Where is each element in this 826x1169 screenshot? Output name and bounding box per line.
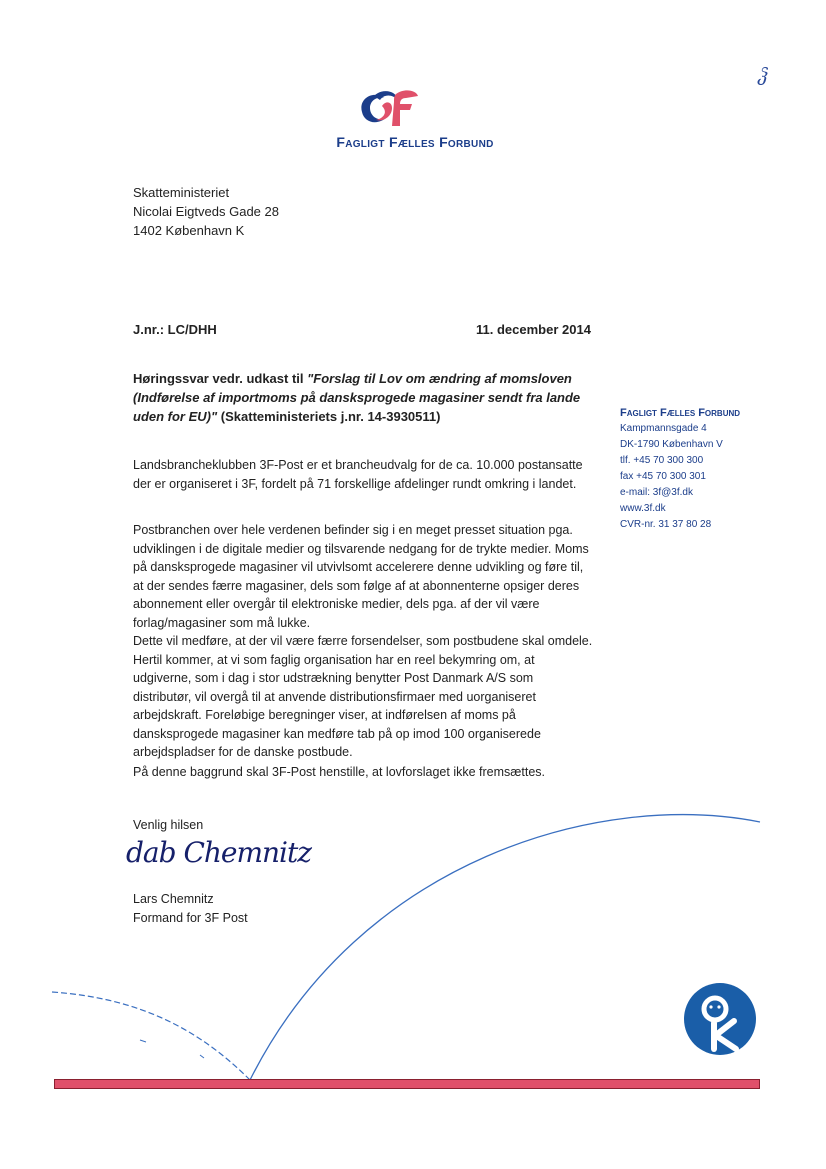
letter-date: 11. december 2014 <box>476 322 591 337</box>
3f-logo <box>356 86 420 130</box>
sender-cvr: CVR-nr. 31 37 80 28 <box>620 519 712 530</box>
ok-badge-icon <box>684 983 756 1055</box>
sender-contact-block <box>620 405 740 533</box>
closing-greeting: Venlig hilsen <box>133 818 204 832</box>
subject-prefix: Høringssvar vedr. udkast til <box>133 371 308 386</box>
body-paragraph: Postbranchen over hele verdenen befinder sig i en meget presset situation pga. udviklingen i de digitale medier og tilsvarende nedgang for de trykte medier. Moms på dansksprogede magasiner vil utvivlsomt accelerere denne udvikling og føre til, at der sendes færre magasiner, dels som følge af at abonnenterne opsiger deres abonnement eller overgår til elektroniske medier, dels pga. af der vil være forlag/magasiner som må lukke. <box>133 523 589 630</box>
signer-block <box>133 890 248 928</box>
body-paragraph: Dette vil medføre, at der vil være færre forsendelser, som postbudene skal omdele. Hertil kommer, at vi som faglig organisation har en reel bekymring om, at udgiverne, som i dag i stor udstrækning benytter Post Danmark A/S som distributør, vil overgå til at anvende distributionsfirmaer med uorganiseret arbejdskraft. Foreløbige beregninger viser, at indførelsen af moms på dansksprogede magasiner kan medføre tab på op imod 100 organiserede arbejdspladser for de danske postbude. <box>133 634 593 759</box>
subject-suffix: (Skatteministeriets j.nr. 14-3930511) <box>217 409 441 424</box>
organization-name: Fagligt Fælles Forbund <box>336 134 494 150</box>
footer-bar <box>54 1079 760 1089</box>
signer-name: Lars Chemnitz <box>133 892 214 906</box>
handwritten-signature: dab Chemnitz <box>126 836 312 869</box>
subject-heading <box>133 369 593 426</box>
sender-street: Kampmannsgade 4 <box>620 423 707 434</box>
body-paragraph: På denne baggrund skal 3F-Post henstille, at lovforslaget ikke fremsættes. <box>133 765 546 779</box>
sender-city: DK-1790 København V <box>620 439 723 450</box>
recipient-address <box>133 183 279 240</box>
journal-number: J.nr.: LC/DHH <box>133 322 217 337</box>
sender-email: e-mail: 3f@3f.dk <box>620 487 693 498</box>
sender-phone: tlf. +45 70 300 300 <box>620 455 704 466</box>
sender-web: www.3f.dk <box>620 503 666 514</box>
recipient-line: Nicolai Eigtveds Gade 28 <box>133 204 279 219</box>
recipient-line: 1402 København K <box>133 223 245 238</box>
signer-role: Formand for 3F Post <box>133 911 248 925</box>
recipient-line: Skatteministeriet <box>133 185 230 200</box>
handwritten-corner-mark: ჴ <box>758 66 768 86</box>
ok-figure-icon <box>684 983 756 1055</box>
subject-title: "Forslag til Lov om ændring af momsloven (Indførelse af importmoms på dansksprogede magasiner sendt fra lande uden for EU)" <box>133 371 581 424</box>
body-paragraph: Landsbrancheklubben 3F-Post er et brancheudvalg for de ca. 10.000 postansatte der er organiseret i 3F, fordelt på 71 forskellige afdelinger rundt omkring i landet. <box>133 458 583 491</box>
sender-fax: fax +45 70 300 301 <box>620 471 706 482</box>
sender-org: Fagligt Fælles Forbund <box>620 407 741 419</box>
